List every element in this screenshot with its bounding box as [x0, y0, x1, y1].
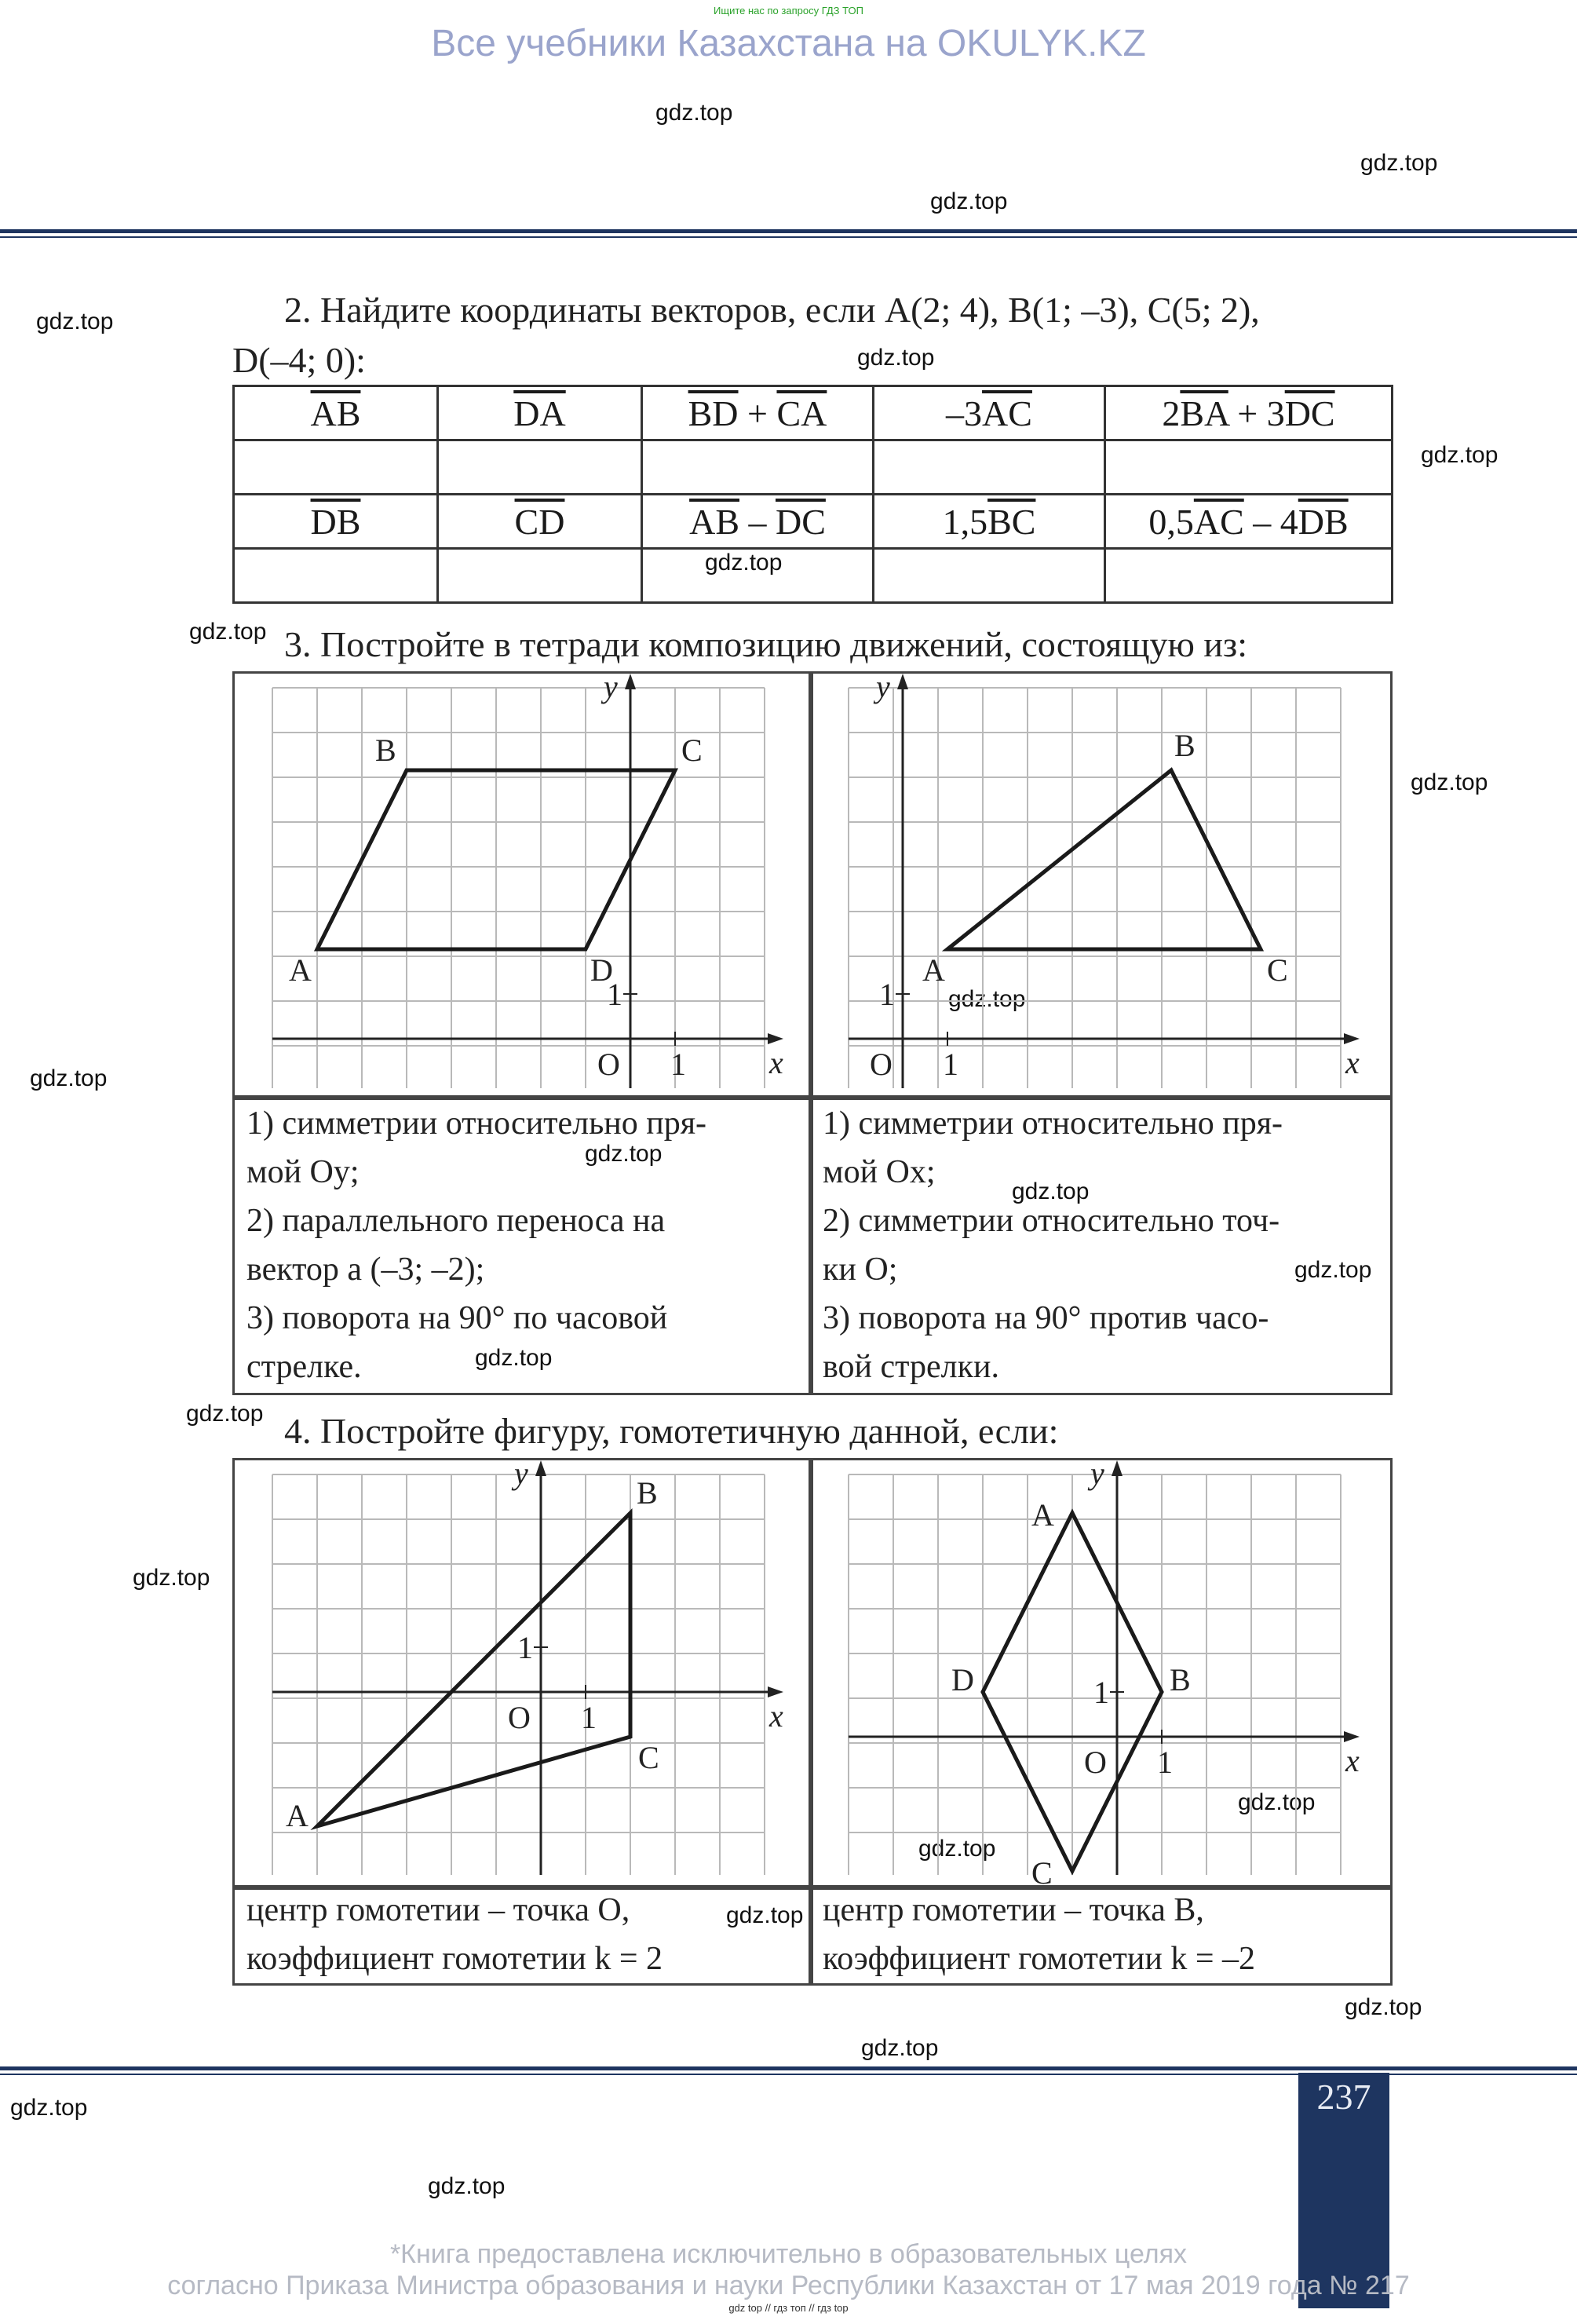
- task4-right-coordinate-grid: [811, 1460, 1390, 1887]
- top-note: Ищите нас по запросу ГДЗ ТОП: [714, 5, 863, 16]
- origin-label: O: [1084, 1745, 1107, 1780]
- vertex-label: C: [638, 1740, 659, 1775]
- watermark: gdz.top: [1345, 1994, 1422, 2020]
- watermark: gdz.top: [1294, 1257, 1372, 1283]
- watermark: gdz.top: [1360, 150, 1438, 176]
- origin-label: O: [508, 1700, 531, 1735]
- caption-line: коэффициент гомотетии k = 2: [246, 1941, 663, 1977]
- vertex-label: A: [286, 1798, 308, 1833]
- vector-name: $\overline{DB}$: [310, 501, 361, 542]
- answer-row-2: [234, 549, 1393, 603]
- vector-expression: [438, 386, 642, 440]
- figure-shape: [947, 770, 1261, 949]
- header-rule-thin: [0, 236, 1577, 238]
- x-axis-label: x: [769, 1045, 783, 1080]
- caption-line: мой Oy;: [246, 1154, 360, 1190]
- vertex-label: A: [289, 952, 312, 988]
- vector-expression: [438, 495, 642, 549]
- watermark: gdz.top: [1012, 1178, 1090, 1204]
- answer-cell[interactable]: [874, 549, 1105, 603]
- vector-name: $\overline{DC}$: [776, 501, 826, 542]
- vector-expression: [1105, 495, 1393, 549]
- footer-rule: [0, 2066, 1577, 2070]
- task3-left-figure-panel: [232, 671, 813, 1100]
- x-axis-label: x: [1345, 1045, 1360, 1080]
- vertex-label: C: [681, 733, 703, 768]
- answer-cell[interactable]: [438, 549, 642, 603]
- grid-lines: [849, 688, 1341, 1088]
- vector-name: $\overline{BC}$: [987, 501, 1036, 542]
- task2-line1: 2. Найдите координаты векторов, если A(2; 4), B(1; –3), C(5; 2),: [284, 290, 1260, 330]
- caption-line: 3) поворота на 90° по часовой: [246, 1300, 668, 1336]
- caption-line: коэффициент гомотетии k = –2: [823, 1941, 1256, 1977]
- vector-expression: [1105, 386, 1393, 440]
- vector-expression: [874, 386, 1105, 440]
- task3-right-figure-panel: [809, 671, 1393, 1100]
- answer-row-1: [234, 440, 1393, 495]
- watermark: gdz.top: [475, 1345, 553, 1371]
- vector-expression: [234, 386, 438, 440]
- answer-cell[interactable]: [438, 440, 642, 495]
- vector-name: $\overline{AC}$: [982, 393, 1032, 433]
- vertex-label: B: [637, 1475, 658, 1511]
- y-axis-label: y: [604, 674, 618, 704]
- y-axis-arrow: [897, 674, 908, 689]
- vector-name: $\overline{AB}$: [689, 501, 739, 542]
- y-axis-arrow: [1112, 1460, 1123, 1476]
- vector-expression: [874, 495, 1105, 549]
- watermark: gdz.top: [857, 345, 935, 371]
- vertex-label: D: [590, 952, 613, 988]
- watermark: gdz.top: [585, 1141, 663, 1167]
- caption-line: 1) симметрии относительно пря-: [823, 1105, 1283, 1142]
- vector-name: $\overline{DB}$: [1298, 501, 1349, 542]
- answer-cell[interactable]: [874, 440, 1105, 495]
- caption-line: 2) параллельного переноса на: [246, 1203, 666, 1239]
- caption-line: 3) поворота на 90° против часо-: [823, 1300, 1269, 1336]
- watermark: gdz.top: [918, 1836, 996, 1862]
- grid-lines: [272, 1474, 765, 1875]
- x-axis-arrow: [1344, 1033, 1360, 1044]
- answer-cell[interactable]: [1105, 549, 1393, 603]
- vertex-label: B: [1174, 728, 1196, 763]
- caption-line: вой стрелки.: [823, 1349, 1000, 1385]
- watermark: gdz.top: [1421, 442, 1499, 468]
- task3-heading: 3. Постройте в тетради композицию движений, состоящую из:: [284, 624, 1247, 664]
- caption-line: центр гомотетии – точка B,: [823, 1892, 1204, 1928]
- task3-right-coordinate-grid: [811, 674, 1390, 1098]
- task4-left-coordinate-grid: [235, 1460, 811, 1887]
- watermark: gdz.top: [1411, 769, 1488, 795]
- y-axis-label: y: [876, 674, 890, 704]
- figure-shape: [317, 1513, 630, 1826]
- vertex-label: A: [922, 952, 945, 988]
- vector-expression: [642, 386, 874, 440]
- vertex-label: D: [951, 1662, 974, 1697]
- site-title[interactable]: Все учебники Казахстана на OKULYK.KZ: [431, 23, 1146, 64]
- y-unit-label: 1: [879, 977, 895, 1012]
- answer-cell[interactable]: [234, 440, 438, 495]
- vertex-label: A: [1031, 1497, 1054, 1533]
- y-unit-label: 1: [607, 977, 622, 1012]
- watermark: gdz.top: [655, 100, 733, 126]
- caption-line: ки O;: [823, 1252, 898, 1288]
- watermark: gdz.top: [428, 2173, 506, 2199]
- vertex-label: C: [1267, 952, 1288, 988]
- answer-cell[interactable]: [642, 549, 874, 603]
- watermark: gdz.top: [930, 188, 1008, 214]
- vertex-label: B: [375, 733, 396, 768]
- vector-name: $\overline{BA}$: [1180, 393, 1228, 433]
- y-axis-label: y: [1090, 1460, 1104, 1491]
- origin-label: O: [597, 1047, 620, 1082]
- vector-expression: [642, 495, 874, 549]
- watermark: gdz.top: [30, 1065, 108, 1091]
- answer-cell[interactable]: [642, 440, 874, 495]
- task3-right-caption: [823, 1099, 1377, 1391]
- vertex-label: B: [1170, 1662, 1191, 1697]
- task3-left-coordinate-grid: [235, 674, 811, 1098]
- y-unit-label: 1: [1093, 1675, 1109, 1710]
- x-axis-arrow: [768, 1686, 783, 1697]
- answer-cell[interactable]: [1105, 440, 1393, 495]
- watermark: gdz.top: [10, 2095, 88, 2121]
- y-axis-arrow: [625, 674, 636, 689]
- x-unit-label: 1: [1157, 1745, 1173, 1780]
- watermark: gdz.top: [705, 550, 783, 576]
- footer-small: gdz top // гдз топ // гдз top: [728, 2302, 849, 2314]
- vector-expression: [234, 495, 438, 549]
- vector-name: $\overline{DC}$: [1284, 393, 1335, 433]
- watermark: gdz.top: [186, 1401, 264, 1427]
- vector-operator: +: [738, 393, 777, 433]
- vector-name: $\overline{AC}$: [1193, 501, 1244, 542]
- vector-operator: – 4: [1243, 501, 1298, 542]
- vector-name: $\overline{DA}$: [513, 393, 566, 433]
- x-unit-label: 1: [670, 1047, 686, 1082]
- watermark: gdz.top: [726, 1902, 804, 1928]
- caption-line: 1) симметрии относительно пря-: [246, 1105, 707, 1142]
- vector-operator: + 3: [1228, 393, 1285, 433]
- task2-line2: D(–4; 0):: [232, 340, 366, 380]
- task4-heading: 4. Постройте фигуру, гомотетичную данной, если:: [284, 1411, 1059, 1451]
- caption-line: вектор a (–3; –2);: [246, 1252, 485, 1288]
- x-axis-label: x: [769, 1698, 783, 1734]
- vector-name: $\overline{CD}$: [514, 501, 565, 542]
- footer-line-1: *Книга предоставлена исключительно в образовательных целях: [389, 2239, 1188, 2269]
- vector-table: [232, 385, 1393, 604]
- vector-operator: 2: [1162, 393, 1181, 433]
- vector-operator: –: [739, 501, 776, 542]
- vector-name: $\overline{BD}$: [688, 393, 739, 433]
- caption-line: центр гомотетии – точка O,: [246, 1892, 630, 1928]
- vector-row-1: [234, 386, 1393, 440]
- watermark: gdz.top: [133, 1565, 210, 1591]
- answer-cell[interactable]: [234, 549, 438, 603]
- task4-left-caption: [246, 1886, 796, 1983]
- x-axis-label: x: [1345, 1743, 1360, 1778]
- vector-operator: 0,5: [1148, 501, 1194, 542]
- vector-operator: –3: [946, 393, 983, 433]
- vector-name: $\overline{AB}$: [310, 393, 361, 433]
- watermark: gdz.top: [948, 986, 1026, 1012]
- x-axis-arrow: [768, 1033, 783, 1044]
- x-unit-label: 1: [581, 1700, 597, 1735]
- watermark: gdz.top: [1238, 1789, 1316, 1815]
- task4-right-caption: [823, 1886, 1377, 1983]
- x-unit-label: 1: [943, 1047, 958, 1082]
- task4-right-figure-panel: [809, 1458, 1393, 1890]
- page-number: 237: [1316, 2077, 1371, 2117]
- vertex-label: C: [1031, 1855, 1053, 1887]
- origin-label: O: [870, 1047, 893, 1082]
- header-rule: [0, 229, 1577, 233]
- y-axis-arrow: [535, 1460, 546, 1476]
- caption-line: мой Ox;: [823, 1154, 936, 1190]
- watermark: gdz.top: [189, 619, 267, 645]
- caption-line: стрелке.: [246, 1349, 362, 1385]
- watermark: gdz.top: [36, 309, 114, 334]
- task4-left-figure-panel: [232, 1458, 813, 1890]
- y-unit-label: 1: [517, 1630, 533, 1665]
- task3-left-caption: [246, 1099, 796, 1391]
- watermark: gdz.top: [861, 2035, 939, 2061]
- vector-operator: 1,5: [942, 501, 988, 542]
- y-axis-label: y: [514, 1460, 528, 1491]
- vector-row-2: [234, 495, 1393, 549]
- footer-line-2: согласно Приказа Министра образования и науки Республики Казахстан от 17 мая 2019 года № 217: [167, 2271, 1410, 2300]
- x-axis-arrow: [1344, 1731, 1360, 1742]
- caption-line: 2) симметрии относительно точ-: [823, 1203, 1280, 1239]
- vector-name: $\overline{CA}$: [776, 393, 827, 433]
